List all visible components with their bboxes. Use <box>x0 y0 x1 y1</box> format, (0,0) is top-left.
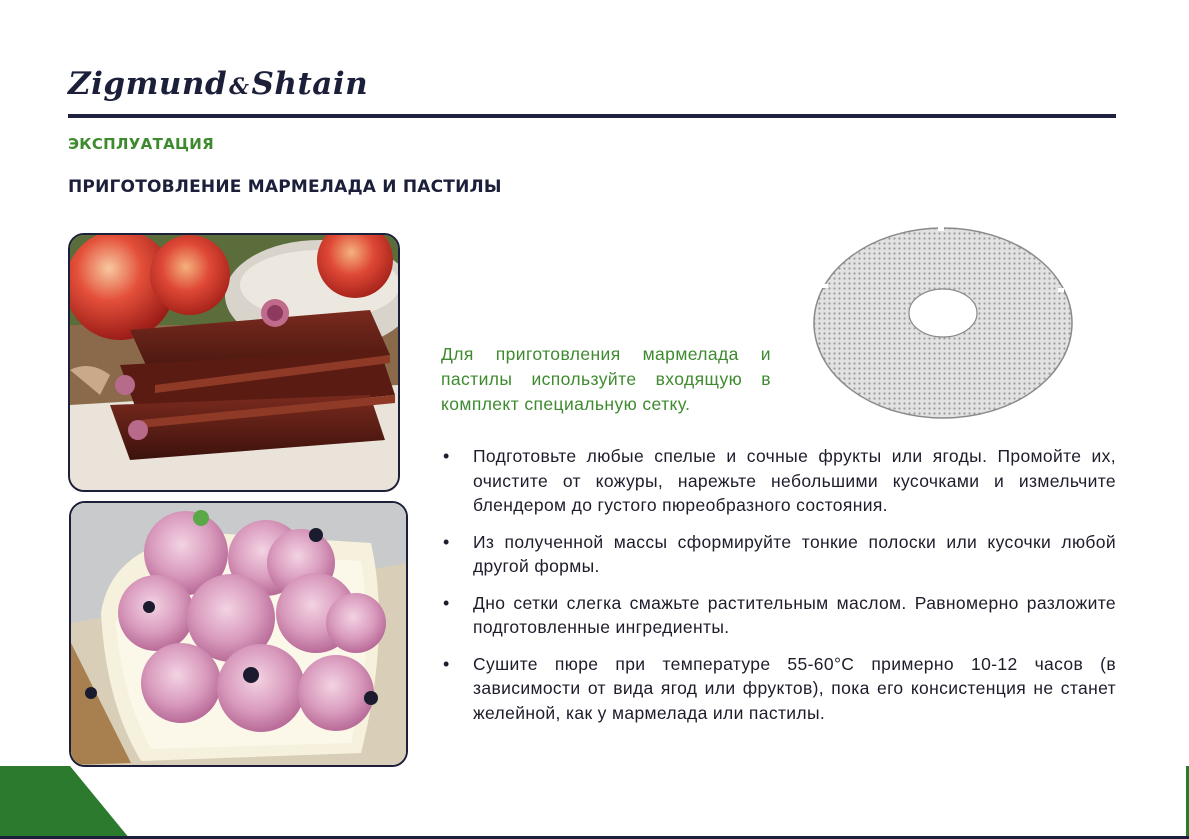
step-text: Сушите пюре при температуре 55-60°C примерно 10-12 часов (в зависимости от вида ягод или фруктов), пока его консистенция не станет желейной, как у мармелада или пастилы. <box>473 653 1116 723</box>
bullet: • <box>443 531 450 552</box>
marmalade-photo <box>68 233 400 492</box>
step-text: Подготовьте любые спелые и сочные фрукты или ягоды. Промойте их, очистите от кожуры, нарежьте небольшими кусочками и измельчите блендером до густого пюреобразного состояния. <box>473 446 1116 515</box>
step-text: Из полученной массы сформируйте тонкие полоски или кусочки любой другой формы. <box>473 531 1116 576</box>
list-item <box>441 652 1116 726</box>
mesh-usage-note: Для приготовления мармелада и пастилы используйте входящую в комплект специальную сетку. <box>441 344 771 414</box>
header-divider <box>68 114 1116 118</box>
bullet: • <box>443 653 450 674</box>
preparation-steps <box>441 444 1116 737</box>
section-label: ЭКСПЛУАТАЦИЯ <box>68 135 214 153</box>
corner-decoration <box>0 766 130 839</box>
zefir-photo <box>69 501 408 767</box>
brand-name-part2: Shtain <box>251 66 369 102</box>
list-item <box>441 530 1116 579</box>
bullet: • <box>443 592 450 613</box>
page-title: ПРИГОТОВЛЕНИЕ МАРМЕЛАДА И ПАСТИЛЫ <box>68 177 502 197</box>
brand-logo <box>68 66 368 102</box>
mesh-sheet-image <box>812 226 1074 420</box>
brand-name-part1: Zigmund <box>68 66 228 102</box>
list-item <box>441 591 1116 640</box>
step-text: Дно сетки слегка смажьте растительным маслом. Равномерно разложите подготовленные ингредиенты. <box>473 592 1116 637</box>
brand-ampersand: & <box>229 74 250 100</box>
list-item <box>441 444 1116 518</box>
bullet: • <box>443 446 450 466</box>
